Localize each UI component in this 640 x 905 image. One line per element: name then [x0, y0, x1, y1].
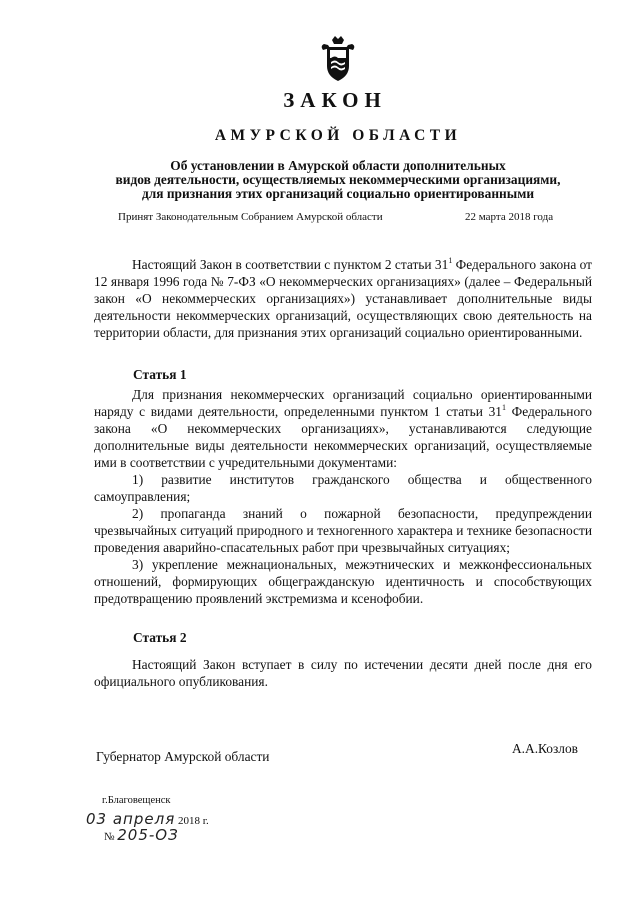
article-2-body	[94, 656, 592, 690]
law-subject	[98, 159, 578, 201]
subject-line: Об установлении в Амурской области дополнительных	[170, 158, 506, 173]
handwritten-law-number: 205-ОЗ	[117, 826, 179, 844]
signer-name: А.А.Козлов	[512, 741, 578, 756]
article-1-heading: Статья 1	[133, 367, 187, 382]
article-1-lead: Для признания некоммерческих организаций социально ориентированными наряду с видами деятельности, определенными пунктом 1 статьи $31^1$ Федерального закона «О некоммерческих организациях», устанавливаются следующие дополнительные виды деятельности некоммерческих организаций, осуществляемые ими в соответствии с учредительными документами:	[94, 387, 592, 470]
region-title: АМУРСКОЙ ОБЛАСТИ	[214, 127, 462, 144]
number-sign: №	[104, 831, 115, 843]
adopted-by-text: Принят Законодательным Собранием Амурской области	[118, 211, 383, 223]
article-2-heading: Статья 2	[133, 630, 187, 645]
article-2-paragraph: Настоящий Закон вступает в силу по истечении десяти дней после дня его официального опубликования.	[94, 657, 592, 689]
subject-line: для признания этих организаций социально ориентированными	[141, 186, 535, 201]
city-of-signing: г.Благовещенск	[102, 795, 171, 806]
article-1-item: 2) пропаганда знаний о пожарной безопасности, предупреждении чрезвычайных ситуаций природного и техногенного характера и технике безопасности проведения аварийно-спасательных работ при чрезвычайных ситуациях;	[94, 506, 592, 555]
amur-oblast-coat-of-arms-icon	[318, 36, 358, 82]
adopted-date: 22 марта 2018 года	[465, 211, 554, 223]
subject-line: видов деятельности, осуществляемых некоммерческими организациями,	[115, 172, 561, 187]
article-1-item: 3) укрепление межнациональных, межэтнических и межконфессиональных отношений, формирующих общегражданскую идентичность и способствующих предотвращению проявлений экстремизма и ксенофобии.	[94, 557, 592, 606]
signer-position: Губернатор Амурской области	[96, 749, 270, 764]
law-title: ЗАКОН	[283, 88, 387, 112]
intro-section	[94, 256, 592, 341]
intro-paragraph: Настоящий Закон в соответствии с пунктом 2 статьи $31^1$ Федерального закона от 12 января 1996 года № 7-ФЗ «О некоммерческих организациях» (далее – Федеральный закон «О некоммерческих организациях») устанавливает дополнительные виды деятельности некоммерческих организаций, осуществляющих свою деятельность на территории области, для признания этих организаций социально ориентированными.	[94, 256, 592, 340]
article-1-item: 1) развитие институтов гражданского общества и общественного самоуправления;	[94, 472, 592, 504]
article-1-body	[94, 386, 592, 607]
handwritten-date: 03 апреля	[86, 810, 176, 828]
law-number-line	[104, 826, 179, 844]
signing-year: 2018 г.	[177, 815, 209, 827]
